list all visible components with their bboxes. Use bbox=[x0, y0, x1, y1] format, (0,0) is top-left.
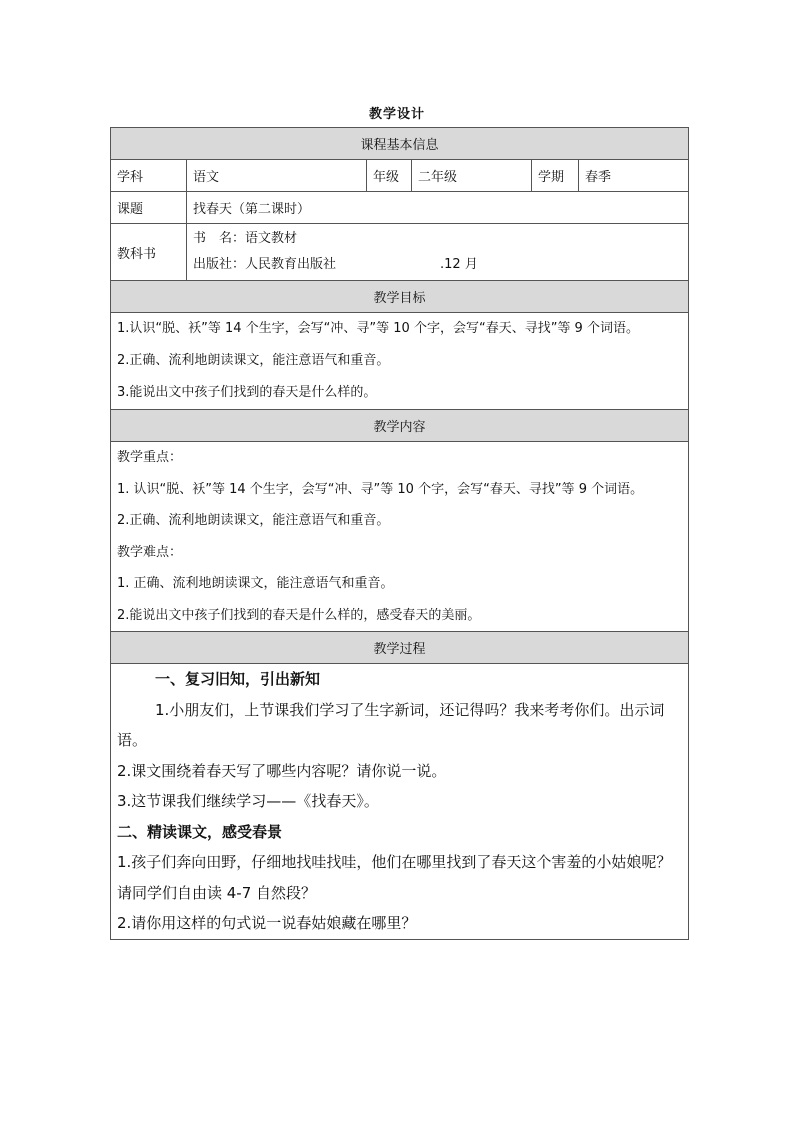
objectives-row bbox=[111, 313, 689, 410]
publish-date: .12 月 bbox=[440, 257, 478, 272]
basic-info-header-row bbox=[111, 128, 689, 160]
content-cell bbox=[111, 442, 689, 632]
process-item: 1.孩子们奔向田野，仔细地找哇找哇，他们在哪里找到了春天这个害羞的小姑娘呢？请同学们自由读 4-7 自然段？ bbox=[117, 853, 672, 902]
grade-label: 年级 bbox=[367, 160, 412, 192]
process-cell bbox=[111, 664, 689, 940]
objective-item: 3.能说出文中孩子们找到的春天是什么样的。 bbox=[117, 385, 377, 400]
content-header-row bbox=[111, 410, 689, 442]
book-name: 书 名：语文教材 bbox=[193, 231, 298, 246]
grade-value: 二年级 bbox=[412, 160, 532, 192]
process-item: 3.这节课我们继续学习——《找春天》。 bbox=[117, 792, 379, 810]
objectives-cell bbox=[111, 313, 689, 410]
objective-item: 1.认识“脱、袄”等 14 个生字，会写“冲、寻”等 10 个字，会写“春天、寻找”等 9 个词语。 bbox=[117, 321, 639, 336]
textbook-info bbox=[187, 224, 689, 281]
objective-item: 2.正确、流利地朗读课文，能注意语气和重音。 bbox=[117, 353, 390, 368]
process-header: 教学过程 bbox=[111, 632, 689, 664]
process-section-title: 一、复习旧知，引出新知 bbox=[155, 670, 321, 688]
subject-label: 学科 bbox=[111, 160, 187, 192]
subject-value: 语文 bbox=[187, 160, 367, 192]
difficulty-item: 1. 正确、流利地朗读课文，能注意语气和重音。 bbox=[117, 576, 394, 591]
topic-label: 课题 bbox=[111, 192, 187, 224]
subject-row bbox=[111, 160, 689, 192]
process-header-row bbox=[111, 632, 689, 664]
term-value: 春季 bbox=[579, 160, 689, 192]
difficulty-label: 教学难点： bbox=[117, 544, 183, 560]
document-title: 教学设计 bbox=[368, 107, 425, 122]
key-point-item: 2.正确、流利地朗读课文，能注意语气和重音。 bbox=[117, 513, 390, 528]
objectives-header: 教学目标 bbox=[111, 281, 689, 313]
topic-value: 找春天（第二课时） bbox=[187, 192, 689, 224]
process-item: 1.小朋友们，上节课我们学习了生字新词，还记得吗？我来考考你们。出示词语。 bbox=[117, 700, 665, 749]
key-points-label: 教学重点： bbox=[117, 450, 183, 465]
key-point-item: 1. 认识“脱、袄”等 14 个生字，会写“冲、寻”等 10 个字，会写“春天、寻找”等 9 个词语。 bbox=[117, 481, 644, 497]
lesson-plan-table bbox=[110, 127, 689, 940]
term-label: 学期 bbox=[532, 160, 579, 192]
basic-info-header: 课程基本信息 bbox=[111, 128, 689, 160]
process-row bbox=[111, 664, 689, 940]
textbook-label: 教科书 bbox=[111, 224, 187, 281]
topic-row bbox=[111, 192, 689, 224]
publisher: 出版社：人民教育出版社 bbox=[193, 257, 337, 272]
content-row bbox=[111, 442, 689, 632]
publisher-line bbox=[193, 252, 682, 278]
content-header: 教学内容 bbox=[111, 410, 689, 442]
difficulty-item: 2.能说出文中孩子们找到的春天是什么样的，感受春天的美丽。 bbox=[117, 607, 481, 623]
process-section-title: 二、精读课文，感受春景 bbox=[117, 822, 283, 841]
process-item: 2.课文围绕着春天写了哪些内容呢？请你说一说。 bbox=[117, 761, 447, 780]
textbook-row bbox=[111, 224, 689, 281]
process-item: 2.请你用这样的句式说一说春姑娘藏在哪里？ bbox=[117, 914, 417, 932]
objectives-header-row bbox=[111, 281, 689, 313]
